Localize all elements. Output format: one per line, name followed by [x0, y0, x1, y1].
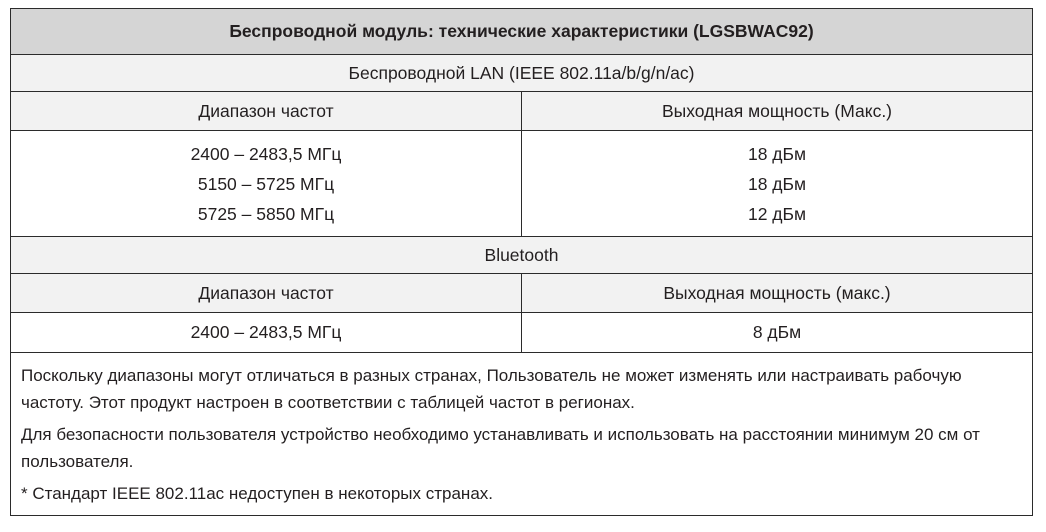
- bluetooth-data-row: [11, 313, 1032, 353]
- wlan-freq-value: 5150 – 5725 МГц: [197, 174, 335, 194]
- wlan-section-label: Беспроводной LAN (IEEE 802.11a/b/g/n/ac): [348, 62, 695, 83]
- bluetooth-power-value: 8 дБм: [752, 322, 802, 342]
- note-paragraph: Для безопасности пользователя устройство необходимо устанавливать и использовать на расстоянии минимум 20 см от пользователя.: [21, 425, 980, 471]
- spec-table: [10, 8, 1033, 516]
- bluetooth-section-row: [11, 237, 1032, 274]
- bluetooth-col-power-header: Выходная мощность (макс.): [663, 282, 891, 303]
- table-title: Беспроводной модуль: технические характеристики (LGSBWAC92): [229, 21, 814, 41]
- wlan-power-value: 18 дБм: [747, 144, 807, 164]
- wlan-power-value: 18 дБм: [747, 174, 807, 194]
- wlan-header-row: [11, 92, 1032, 131]
- wlan-freq-cell: [11, 131, 522, 236]
- wlan-freq-value: 5725 – 5850 МГц: [197, 204, 335, 224]
- notes-block: [11, 353, 1032, 515]
- bluetooth-freq-value: 2400 – 2483,5 МГц: [11, 313, 522, 352]
- wlan-power-cell: [522, 131, 1032, 236]
- wlan-freq-value: 2400 – 2483,5 МГц: [190, 144, 342, 164]
- note-footnote: * Стандарт IEEE 802.11ac недоступен в некоторых странах.: [21, 484, 493, 503]
- bluetooth-header-row: [11, 274, 1032, 313]
- bluetooth-col-freq-header: Диапазон частот: [11, 274, 522, 312]
- wlan-data-row: [11, 131, 1032, 237]
- table-title-row: [11, 9, 1032, 55]
- wlan-col-power-header: Выходная мощность (Макс.): [661, 100, 893, 121]
- bluetooth-section-label: Bluetooth: [484, 244, 559, 265]
- notes-row: [11, 353, 1032, 515]
- wlan-power-value: 12 дБм: [747, 204, 807, 224]
- note-paragraph: Поскольку диапазоны могут отличаться в разных странах, Пользователь не может изменять или настраивать рабочую частоту. Этот продукт настроен в соответствии с таблицей частот в регионах.: [21, 366, 962, 412]
- wlan-col-freq-header: Диапазон частот: [11, 92, 522, 130]
- wlan-section-row: [11, 55, 1032, 92]
